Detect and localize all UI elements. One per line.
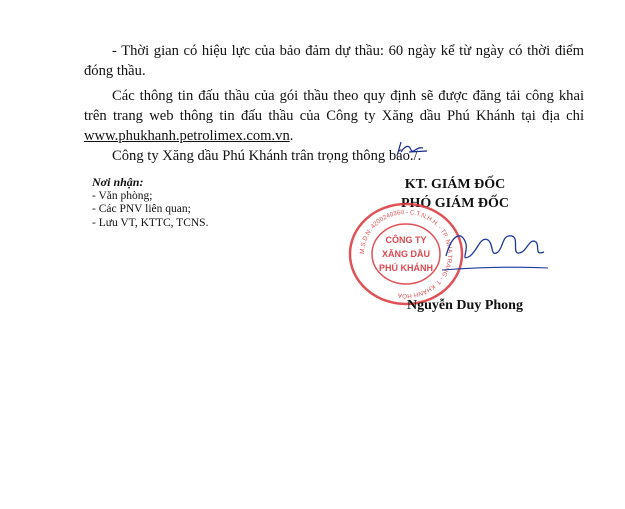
- recipient-item: - Lưu VT, KTTC, TCNS.: [92, 216, 209, 229]
- initial-mark: [393, 138, 431, 162]
- recipients-block: [92, 176, 208, 230]
- signer-title: KT. GIÁM ĐỐC: [404, 177, 506, 192]
- validity-paragraph: - Thời gian có hiệu lực của bảo đảm dự thầu: 60 ngày kể từ ngày có thời điểm đóng thầu.: [84, 43, 584, 79]
- stamp-center-line2: XĂNG DẦU: [381, 249, 431, 259]
- stamp-center-line3: PHÚ KHÁNH: [379, 263, 433, 273]
- closing-line: [112, 146, 421, 166]
- stamp-center-line1: CÔNG TY: [385, 235, 427, 245]
- publication-end: .: [289, 128, 294, 144]
- closing-text: Công ty Xăng dầu Phú Khánh trân trọng thông báo./.: [112, 148, 422, 164]
- stamp-ring-text: M.S.D.N: 4200240360 - C.T.N.H.H. - TP. NHA TRANG - T. KHÁNH HÒA: [358, 208, 454, 300]
- recipient-item: - Văn phòng;: [92, 189, 153, 202]
- handwritten-signature: [440, 222, 550, 278]
- signer-subtitle: PHÓ GIÁM ĐỐC: [400, 196, 510, 211]
- recipient-item: - Các PNV liên quan;: [92, 203, 191, 215]
- publication-paragraph: [84, 86, 584, 146]
- publication-text: Các thông tin đấu thầu của gói thầu theo quy định sẽ được đăng tải công khai trên trang web thông tin đấu thầu của Công ty Xăng dầu Phú Khánh tại địa chỉ: [84, 88, 584, 124]
- website-link[interactable]: www.phukhanh.petrolimex.com.vn: [84, 128, 290, 144]
- signer-name: Nguyễn Duy Phong: [407, 298, 523, 313]
- recipients-title: Nơi nhận:: [92, 175, 144, 189]
